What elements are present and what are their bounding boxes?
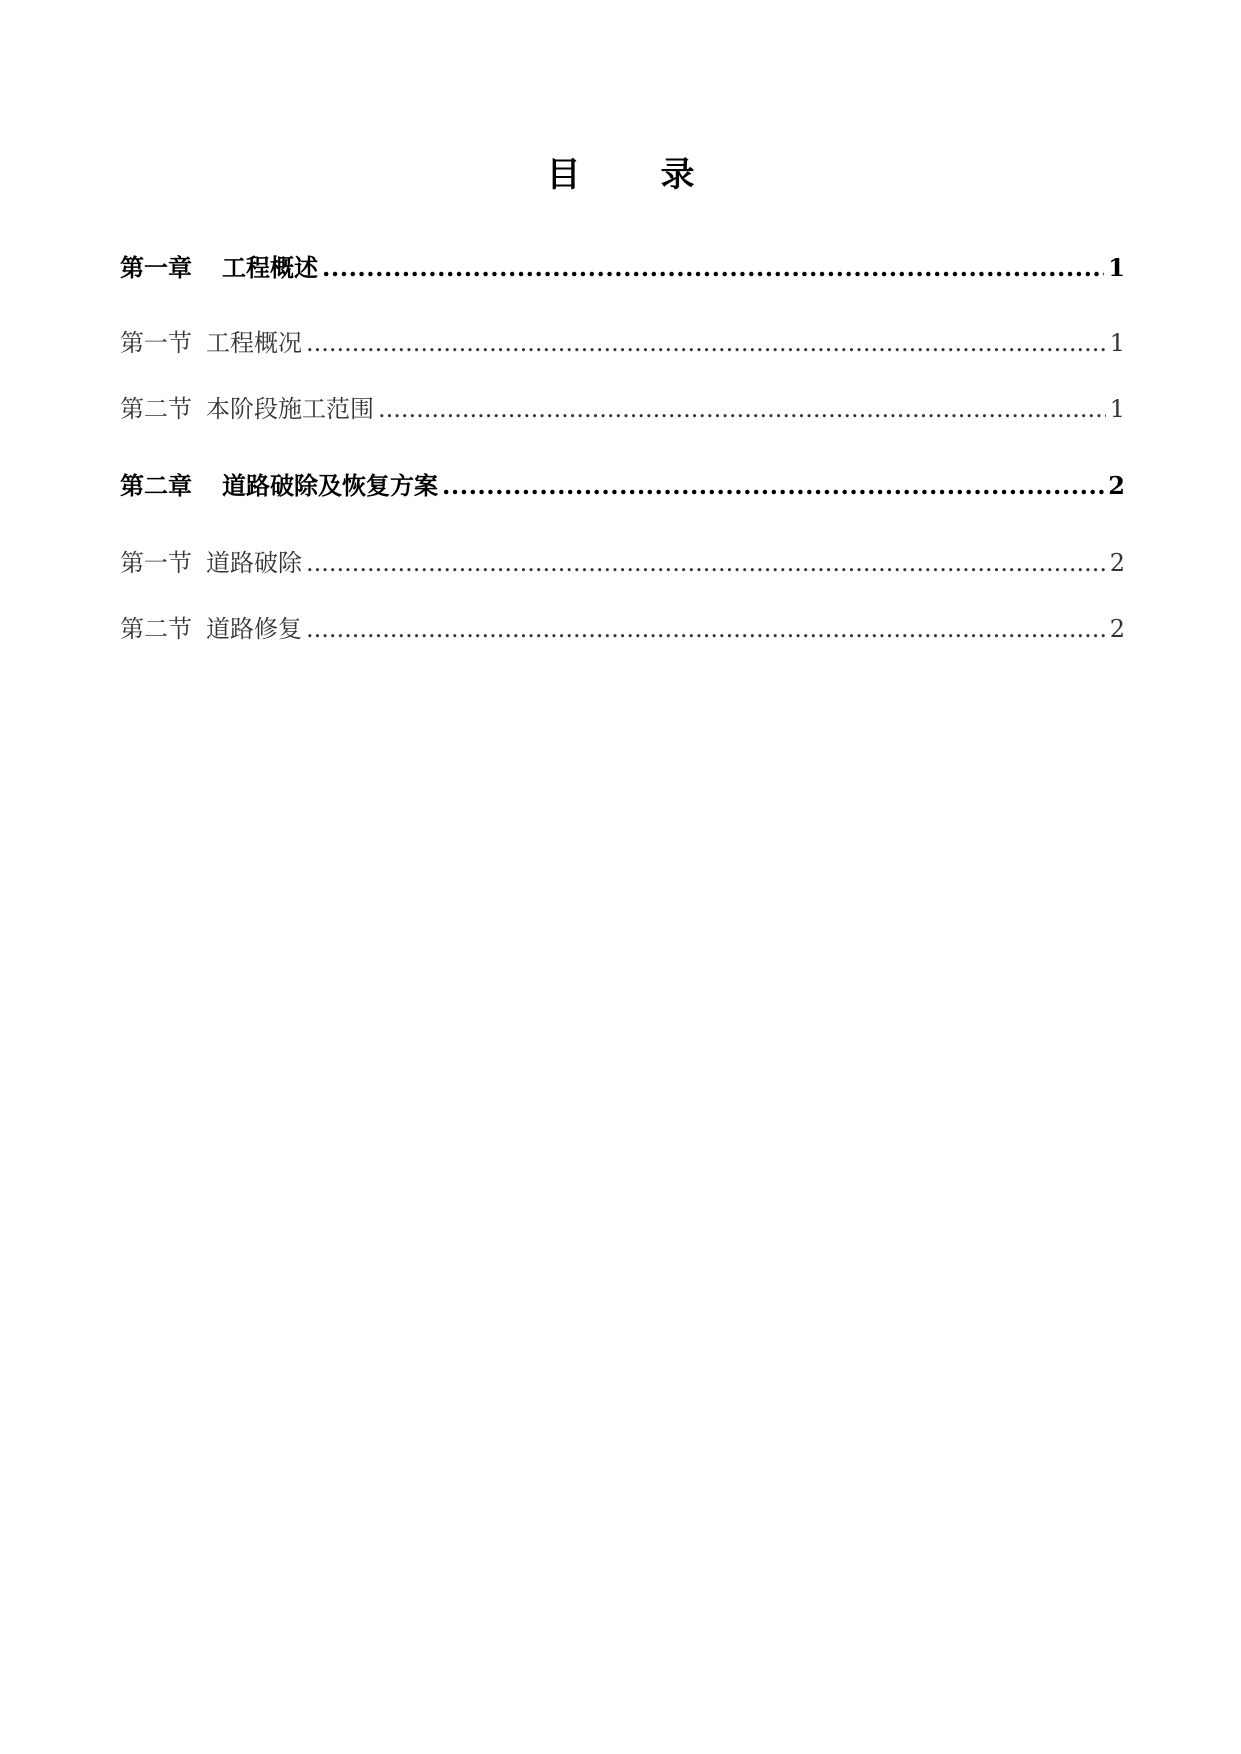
toc-chapter-entry[interactable] — [120, 468, 1125, 504]
toc-section-title: 道路修复 — [206, 615, 302, 643]
toc-section-entry[interactable] — [120, 325, 1125, 361]
toc-title-char-2: 录 — [660, 155, 695, 195]
toc-section-entry[interactable] — [120, 391, 1125, 427]
toc-page-number: 1 — [1109, 395, 1125, 423]
toc-title-char-1: 目 — [546, 155, 581, 195]
toc-section-number: 第二节 — [120, 395, 192, 423]
toc-dot-leader — [306, 325, 1106, 361]
toc-chapter-number: 第二章 — [120, 471, 192, 500]
toc-section-entry[interactable] — [120, 545, 1125, 581]
toc-chapter-entry[interactable] — [120, 250, 1125, 286]
toc-dot-leader — [442, 468, 1104, 504]
toc-section-title: 工程概况 — [206, 329, 302, 357]
toc-page-number: 2 — [1109, 615, 1125, 643]
toc-page-number: 2 — [1109, 549, 1125, 577]
toc-section-number: 第一节 — [120, 329, 192, 357]
toc-chapter-title: 工程概述 — [222, 253, 318, 282]
toc-dot-leader — [306, 545, 1106, 581]
toc-section-title: 本阶段施工范围 — [206, 395, 374, 423]
toc-page-number: 2 — [1108, 471, 1125, 500]
toc-chapter-title: 道路破除及恢复方案 — [222, 471, 438, 500]
toc-page-number: 1 — [1109, 329, 1125, 357]
toc-dot-leader — [322, 250, 1104, 286]
toc-section-entry[interactable] — [120, 611, 1125, 647]
toc-page-number: 1 — [1108, 253, 1125, 282]
toc-dot-leader — [378, 391, 1106, 427]
toc-title — [0, 150, 1241, 200]
toc-section-number: 第一节 — [120, 549, 192, 577]
toc-section-number: 第二节 — [120, 615, 192, 643]
toc-section-title: 道路破除 — [206, 549, 302, 577]
toc-dot-leader — [306, 611, 1106, 647]
toc-chapter-number: 第一章 — [120, 253, 192, 282]
